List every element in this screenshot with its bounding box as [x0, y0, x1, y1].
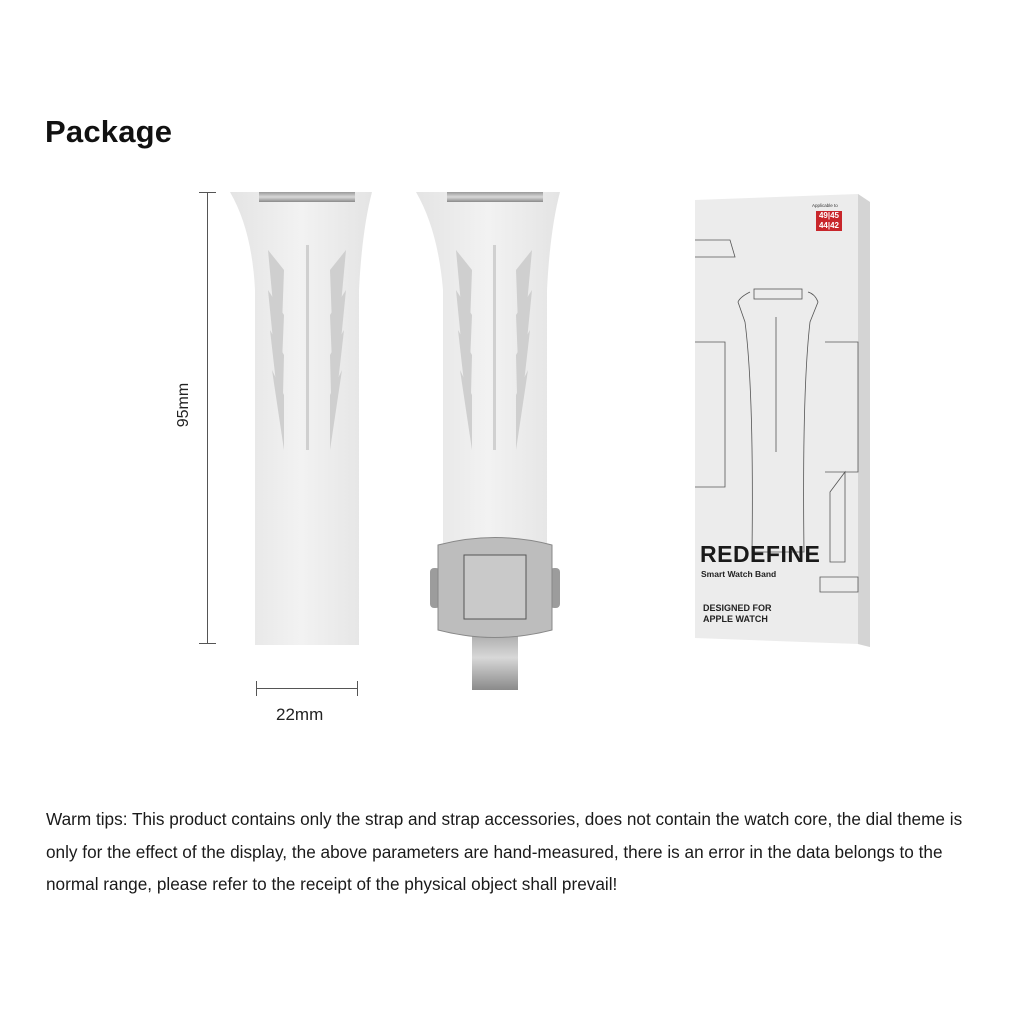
dimension-cap-left — [256, 681, 257, 696]
dimension-cap-top — [199, 192, 216, 193]
strap-image-with-clasp — [410, 190, 580, 700]
designed-line-1: DESIGNED FOR — [703, 603, 772, 613]
box-subtitle: Smart Watch Band — [701, 569, 777, 579]
applicable-label: Applicable to — [812, 203, 838, 208]
warm-tips-text: Warm tips: This product contains only the strap and strap accessories, does not contain the watch core, the dial theme is only for the effect of the display, the above parameters are hand-measured, there is an error in the data belongs to the normal range, please refer to the receipt of the physical object shall prevail! — [46, 809, 963, 894]
dimension-line-vertical — [207, 192, 208, 643]
box-illustration — [690, 192, 875, 652]
size-row-2: 44|42 — [818, 220, 840, 230]
strap-image-plain — [222, 190, 382, 650]
length-label: 95mm — [175, 382, 192, 428]
size-badge — [816, 211, 842, 231]
width-label: 22mm — [276, 705, 324, 724]
designed-line-2: APPLE WATCH — [703, 614, 768, 624]
box-brand: REDEFINE — [700, 541, 821, 567]
page-title: Package — [45, 114, 173, 149]
dimension-line-horizontal — [256, 688, 358, 689]
size-row-1: 49|45 — [818, 211, 840, 220]
dimension-cap-right — [357, 681, 358, 696]
dimension-cap-bottom — [199, 643, 216, 644]
box-designed-for — [703, 603, 772, 625]
